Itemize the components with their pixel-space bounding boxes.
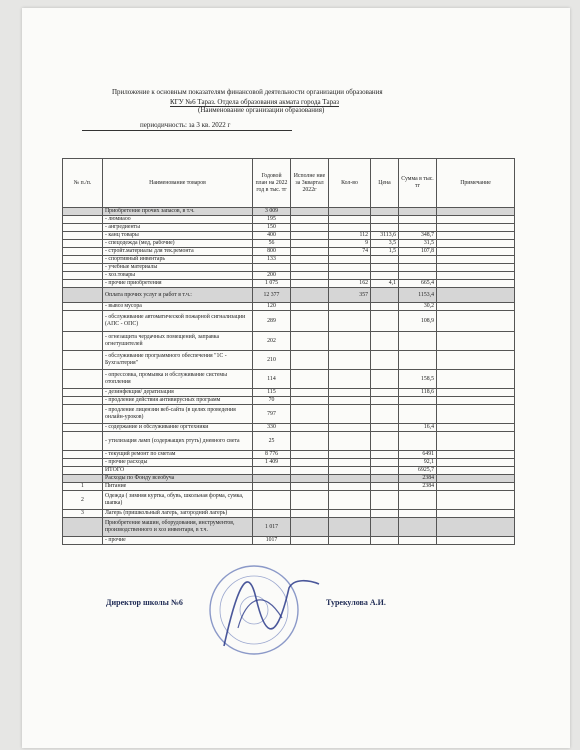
cell-isp xyxy=(291,483,329,491)
cell-price xyxy=(371,351,399,370)
cell-isp xyxy=(291,208,329,216)
table-row xyxy=(63,332,515,351)
cell-name: Приобретение прочих запасов, в т.ч. xyxy=(103,208,253,216)
col-header-plan: Годовой план на 2022 год в тыс. тг xyxy=(253,159,291,208)
cell-sum: 158,5 xyxy=(399,370,437,389)
cell-price: 1,5 xyxy=(371,248,399,256)
cell-price xyxy=(371,475,399,483)
cell-note xyxy=(437,451,515,459)
cell-price: 3,5 xyxy=(371,240,399,248)
table-row xyxy=(63,248,515,256)
cell-price xyxy=(371,459,399,467)
cell-price xyxy=(371,510,399,518)
cell-price xyxy=(371,491,399,510)
cell-price: 4,1 xyxy=(371,280,399,288)
cell-sum xyxy=(399,264,437,272)
cell-plan: 114 xyxy=(253,370,291,389)
cell-qty xyxy=(329,432,371,451)
cell-price xyxy=(371,397,399,405)
cell-name: - продление лицензии веб-сайта (в целях проведения онлайн-уроков) xyxy=(103,405,253,424)
cell-qty xyxy=(329,405,371,424)
cell-isp xyxy=(291,311,329,332)
cell-note xyxy=(437,432,515,451)
table-row xyxy=(63,424,515,432)
cell-name: - продление действия антивирусных программ xyxy=(103,397,253,405)
table-row xyxy=(63,208,515,216)
cell-sum: 30,2 xyxy=(399,303,437,311)
table-row xyxy=(63,459,515,467)
cell-name: Оплата прочих услуг и работ в т.ч.: xyxy=(103,288,253,303)
cell-sum: 348,7 xyxy=(399,232,437,240)
cell-plan xyxy=(253,491,291,510)
table-row xyxy=(63,303,515,311)
cell-name: - спортивный инвентарь xyxy=(103,256,253,264)
cell-name: - ангредиенты xyxy=(103,224,253,232)
cell-qty xyxy=(329,264,371,272)
cell-isp xyxy=(291,240,329,248)
cell-isp xyxy=(291,475,329,483)
cell-n xyxy=(63,272,103,280)
cell-n xyxy=(63,351,103,370)
cell-sum xyxy=(399,537,437,545)
cell-isp xyxy=(291,405,329,424)
cell-n xyxy=(63,405,103,424)
col-header-price: Цена xyxy=(371,159,399,208)
cell-note xyxy=(437,467,515,475)
table-row xyxy=(63,311,515,332)
cell-plan: 289 xyxy=(253,311,291,332)
table-row xyxy=(63,224,515,232)
cell-isp xyxy=(291,224,329,232)
cell-name: - текущий ремонт по сметам xyxy=(103,451,253,459)
table-row xyxy=(63,288,515,303)
cell-sum: 2384 xyxy=(399,483,437,491)
table-row xyxy=(63,510,515,518)
cell-qty xyxy=(329,491,371,510)
cell-note xyxy=(437,483,515,491)
cell-isp xyxy=(291,432,329,451)
cell-sum xyxy=(399,405,437,424)
cell-plan: 3 009 xyxy=(253,208,291,216)
cell-name: - утилизация ламп (содержащих ртуть) дневного света xyxy=(103,432,253,451)
cell-n xyxy=(63,288,103,303)
cell-plan: 115 xyxy=(253,389,291,397)
cell-n xyxy=(63,248,103,256)
cell-price xyxy=(371,288,399,303)
cell-isp xyxy=(291,518,329,537)
table-row xyxy=(63,475,515,483)
table-row xyxy=(63,389,515,397)
cell-note xyxy=(437,370,515,389)
table-row xyxy=(63,370,515,389)
cell-price xyxy=(371,332,399,351)
cell-price xyxy=(371,224,399,232)
cell-plan: 1017 xyxy=(253,537,291,545)
cell-n: 3 xyxy=(63,510,103,518)
cell-qty xyxy=(329,537,371,545)
cell-plan: 25 xyxy=(253,432,291,451)
cell-isp xyxy=(291,303,329,311)
cell-isp xyxy=(291,256,329,264)
cell-name: - вывоз мусора xyxy=(103,303,253,311)
organization-name xyxy=(170,98,339,106)
col-header-name: Наименование товаров xyxy=(103,159,253,208)
cell-n xyxy=(63,451,103,459)
cell-n xyxy=(63,303,103,311)
table-body xyxy=(63,208,515,545)
cell-n xyxy=(63,256,103,264)
cell-qty xyxy=(329,459,371,467)
cell-name: - люмиаоо xyxy=(103,216,253,224)
cell-note xyxy=(437,256,515,264)
cell-sum xyxy=(399,351,437,370)
cell-plan: 70 xyxy=(253,397,291,405)
cell-qty xyxy=(329,332,371,351)
cell-isp xyxy=(291,459,329,467)
cell-note xyxy=(437,537,515,545)
cell-name: - прочие xyxy=(103,537,253,545)
cell-sum xyxy=(399,518,437,537)
cell-plan: 150 xyxy=(253,224,291,232)
expense-table xyxy=(62,158,515,545)
cell-isp xyxy=(291,451,329,459)
cell-qty: 162 xyxy=(329,280,371,288)
cell-isp xyxy=(291,332,329,351)
cell-note xyxy=(437,397,515,405)
cell-n xyxy=(63,432,103,451)
table-row xyxy=(63,264,515,272)
cell-note xyxy=(437,518,515,537)
cell-n xyxy=(63,537,103,545)
cell-plan: 200 xyxy=(253,272,291,280)
cell-plan: 400 xyxy=(253,232,291,240)
cell-name: - обслуживание программного обеспечения "1С - Бухгалтерия" xyxy=(103,351,253,370)
cell-price xyxy=(371,370,399,389)
cell-qty xyxy=(329,483,371,491)
cell-sum: 6491 xyxy=(399,451,437,459)
cell-n xyxy=(63,397,103,405)
cell-qty xyxy=(329,370,371,389)
cell-plan: 1 075 xyxy=(253,280,291,288)
cell-plan: 12 377 xyxy=(253,288,291,303)
cell-note xyxy=(437,332,515,351)
cell-sum: 16,4 xyxy=(399,424,437,432)
cell-isp xyxy=(291,389,329,397)
period-label: периодичность: за 3 кв. 2022 г xyxy=(140,121,231,129)
cell-plan xyxy=(253,475,291,483)
document-page xyxy=(22,8,570,748)
cell-note xyxy=(437,264,515,272)
cell-plan xyxy=(253,510,291,518)
cell-plan: 8 776 xyxy=(253,451,291,459)
cell-isp xyxy=(291,351,329,370)
table-row xyxy=(63,216,515,224)
col-header-number: № п./п. xyxy=(63,159,103,208)
cell-name: - стройт.материалы для тек.ремонта xyxy=(103,248,253,256)
cell-price xyxy=(371,451,399,459)
cell-name: Питание xyxy=(103,483,253,491)
cell-price xyxy=(371,467,399,475)
cell-plan: 797 xyxy=(253,405,291,424)
cell-isp xyxy=(291,397,329,405)
cell-n xyxy=(63,467,103,475)
cell-sum xyxy=(399,510,437,518)
cell-note xyxy=(437,303,515,311)
cell-note xyxy=(437,272,515,280)
cell-price xyxy=(371,272,399,280)
cell-price xyxy=(371,311,399,332)
cell-note xyxy=(437,491,515,510)
cell-plan xyxy=(253,467,291,475)
cell-n xyxy=(63,370,103,389)
cell-note xyxy=(437,240,515,248)
cell-qty xyxy=(329,389,371,397)
cell-qty xyxy=(329,303,371,311)
cell-sum xyxy=(399,491,437,510)
cell-qty: 74 xyxy=(329,248,371,256)
cell-sum xyxy=(399,216,437,224)
cell-qty xyxy=(329,216,371,224)
period-underline xyxy=(82,130,292,131)
cell-n xyxy=(63,240,103,248)
table-row xyxy=(63,351,515,370)
cell-qty xyxy=(329,256,371,264)
cell-n xyxy=(63,311,103,332)
cell-isp xyxy=(291,232,329,240)
cell-note xyxy=(437,424,515,432)
cell-name: ИТОГО xyxy=(103,467,253,475)
cell-n xyxy=(63,475,103,483)
col-header-sum: Сумма в тыс. тг xyxy=(399,159,437,208)
cell-price xyxy=(371,256,399,264)
cell-price xyxy=(371,518,399,537)
table-row xyxy=(63,467,515,475)
cell-name: Расходы по Фонду всеобуча xyxy=(103,475,253,483)
table-row xyxy=(63,232,515,240)
cell-price xyxy=(371,216,399,224)
cell-note xyxy=(437,459,515,467)
cell-plan: 1 409 xyxy=(253,459,291,467)
cell-name: - прочие приобретения xyxy=(103,280,253,288)
cell-name: - огнезащита чердачных помещений, заправка огнетушителей xyxy=(103,332,253,351)
cell-qty xyxy=(329,208,371,216)
table-row xyxy=(63,491,515,510)
cell-isp xyxy=(291,280,329,288)
cell-isp xyxy=(291,370,329,389)
table-row xyxy=(63,537,515,545)
cell-name: - учебные материалы xyxy=(103,264,253,272)
cell-plan: 800 xyxy=(253,248,291,256)
cell-name: Одежда ( зимняя куртка, обувь, школьная форма, сумка, шапка) xyxy=(103,491,253,510)
cell-sum xyxy=(399,432,437,451)
cell-qty xyxy=(329,518,371,537)
cell-price xyxy=(371,432,399,451)
cell-price xyxy=(371,389,399,397)
cell-note xyxy=(437,475,515,483)
table-header-row xyxy=(63,159,515,208)
cell-note xyxy=(437,248,515,256)
cell-note xyxy=(437,216,515,224)
cell-n: 2 xyxy=(63,491,103,510)
cell-isp xyxy=(291,510,329,518)
cell-name: - канц товары xyxy=(103,232,253,240)
cell-name: - прочие расходы xyxy=(103,459,253,467)
table-row xyxy=(63,256,515,264)
cell-name: - хоз.товары xyxy=(103,272,253,280)
cell-note xyxy=(437,405,515,424)
cell-price xyxy=(371,264,399,272)
cell-plan: 133 xyxy=(253,256,291,264)
cell-sum: 2384 xyxy=(399,475,437,483)
cell-note xyxy=(437,288,515,303)
cell-note xyxy=(437,510,515,518)
cell-isp xyxy=(291,216,329,224)
cell-note xyxy=(437,389,515,397)
table-row xyxy=(63,451,515,459)
cell-n xyxy=(63,389,103,397)
cell-qty xyxy=(329,351,371,370)
cell-qty: 9 xyxy=(329,240,371,248)
cell-note xyxy=(437,208,515,216)
table-row xyxy=(63,397,515,405)
cell-note xyxy=(437,280,515,288)
cell-n xyxy=(63,264,103,272)
cell-plan: 120 xyxy=(253,303,291,311)
cell-n xyxy=(63,232,103,240)
cell-sum xyxy=(399,272,437,280)
cell-name: Лагерь (пришкольный лагерь, загородний лагерь) xyxy=(103,510,253,518)
col-header-note: Примечание xyxy=(437,159,515,208)
cell-plan xyxy=(253,264,291,272)
cell-price xyxy=(371,208,399,216)
cell-n xyxy=(63,216,103,224)
cell-n xyxy=(63,332,103,351)
cell-n: 1 xyxy=(63,483,103,491)
table-row xyxy=(63,405,515,424)
cell-qty xyxy=(329,451,371,459)
cell-qty xyxy=(329,475,371,483)
director-title: Директор школы №6 xyxy=(106,598,183,607)
cell-sum xyxy=(399,256,437,264)
cell-isp xyxy=(291,491,329,510)
cell-name: - содержание и обслуживание оргтехники xyxy=(103,424,253,432)
cell-n xyxy=(63,224,103,232)
cell-qty xyxy=(329,311,371,332)
cell-note xyxy=(437,311,515,332)
cell-isp xyxy=(291,467,329,475)
cell-price xyxy=(371,424,399,432)
cell-n xyxy=(63,459,103,467)
cell-qty xyxy=(329,424,371,432)
cell-plan: 210 xyxy=(253,351,291,370)
cell-sum xyxy=(399,208,437,216)
cell-isp xyxy=(291,288,329,303)
cell-sum: 108,9 xyxy=(399,311,437,332)
cell-plan xyxy=(253,483,291,491)
cell-n xyxy=(63,280,103,288)
cell-price: 3113,6 xyxy=(371,232,399,240)
cell-name: - опрессовка, промывка и обслуживание системы отопления xyxy=(103,370,253,389)
cell-plan: 330 xyxy=(253,424,291,432)
cell-qty xyxy=(329,467,371,475)
organization-name-text: КГУ №6 Тараз. Отдела образования акмата города Тараз xyxy=(170,98,339,106)
table-row xyxy=(63,240,515,248)
cell-qty: 112 xyxy=(329,232,371,240)
header-title: Приложение к основным показателям финансовой деятельности организации образования xyxy=(112,88,383,96)
cell-price xyxy=(371,483,399,491)
cell-name: - обслуживание автоматической пожарной сигнализации (АПС - ОПС) xyxy=(103,311,253,332)
cell-plan: 1 017 xyxy=(253,518,291,537)
cell-n xyxy=(63,208,103,216)
cell-isp xyxy=(291,424,329,432)
school-stamp xyxy=(194,558,334,668)
cell-qty xyxy=(329,272,371,280)
cell-name: - дезинфекция/ дератизация xyxy=(103,389,253,397)
cell-sum: 92,1 xyxy=(399,459,437,467)
cell-sum: 31,5 xyxy=(399,240,437,248)
cell-note xyxy=(437,224,515,232)
cell-isp xyxy=(291,537,329,545)
organization-caption: (Наименование организации образования) xyxy=(198,106,325,114)
cell-sum: 665,4 xyxy=(399,280,437,288)
cell-sum xyxy=(399,332,437,351)
cell-sum: 118,6 xyxy=(399,389,437,397)
table-row xyxy=(63,483,515,491)
cell-price xyxy=(371,405,399,424)
cell-qty xyxy=(329,224,371,232)
cell-qty: 357 xyxy=(329,288,371,303)
cell-isp xyxy=(291,272,329,280)
cell-n xyxy=(63,424,103,432)
table-row xyxy=(63,432,515,451)
cell-n xyxy=(63,518,103,537)
cell-price xyxy=(371,303,399,311)
director-name: Турекулова А.И. xyxy=(326,598,386,607)
table-row xyxy=(63,272,515,280)
cell-note xyxy=(437,351,515,370)
cell-name: Приобретение машин, оборудования, инструментов, производственного и хоз инвентаря, в т.ч. xyxy=(103,518,253,537)
cell-sum xyxy=(399,224,437,232)
cell-isp xyxy=(291,248,329,256)
cell-isp xyxy=(291,264,329,272)
table-row xyxy=(63,518,515,537)
cell-sum: 1153,4 xyxy=(399,288,437,303)
cell-plan: 56 xyxy=(253,240,291,248)
cell-price xyxy=(371,537,399,545)
cell-note xyxy=(437,232,515,240)
cell-sum xyxy=(399,397,437,405)
cell-name: - спецодежда (мед, рабочие) xyxy=(103,240,253,248)
col-header-execution: Исполне ние за 3квартал 2022г xyxy=(291,159,329,208)
table-row xyxy=(63,280,515,288)
cell-qty xyxy=(329,397,371,405)
cell-plan: 202 xyxy=(253,332,291,351)
cell-sum: 6925,7 xyxy=(399,467,437,475)
cell-plan: 195 xyxy=(253,216,291,224)
cell-sum: 107,8 xyxy=(399,248,437,256)
cell-qty xyxy=(329,510,371,518)
col-header-quantity: Кол-во xyxy=(329,159,371,208)
